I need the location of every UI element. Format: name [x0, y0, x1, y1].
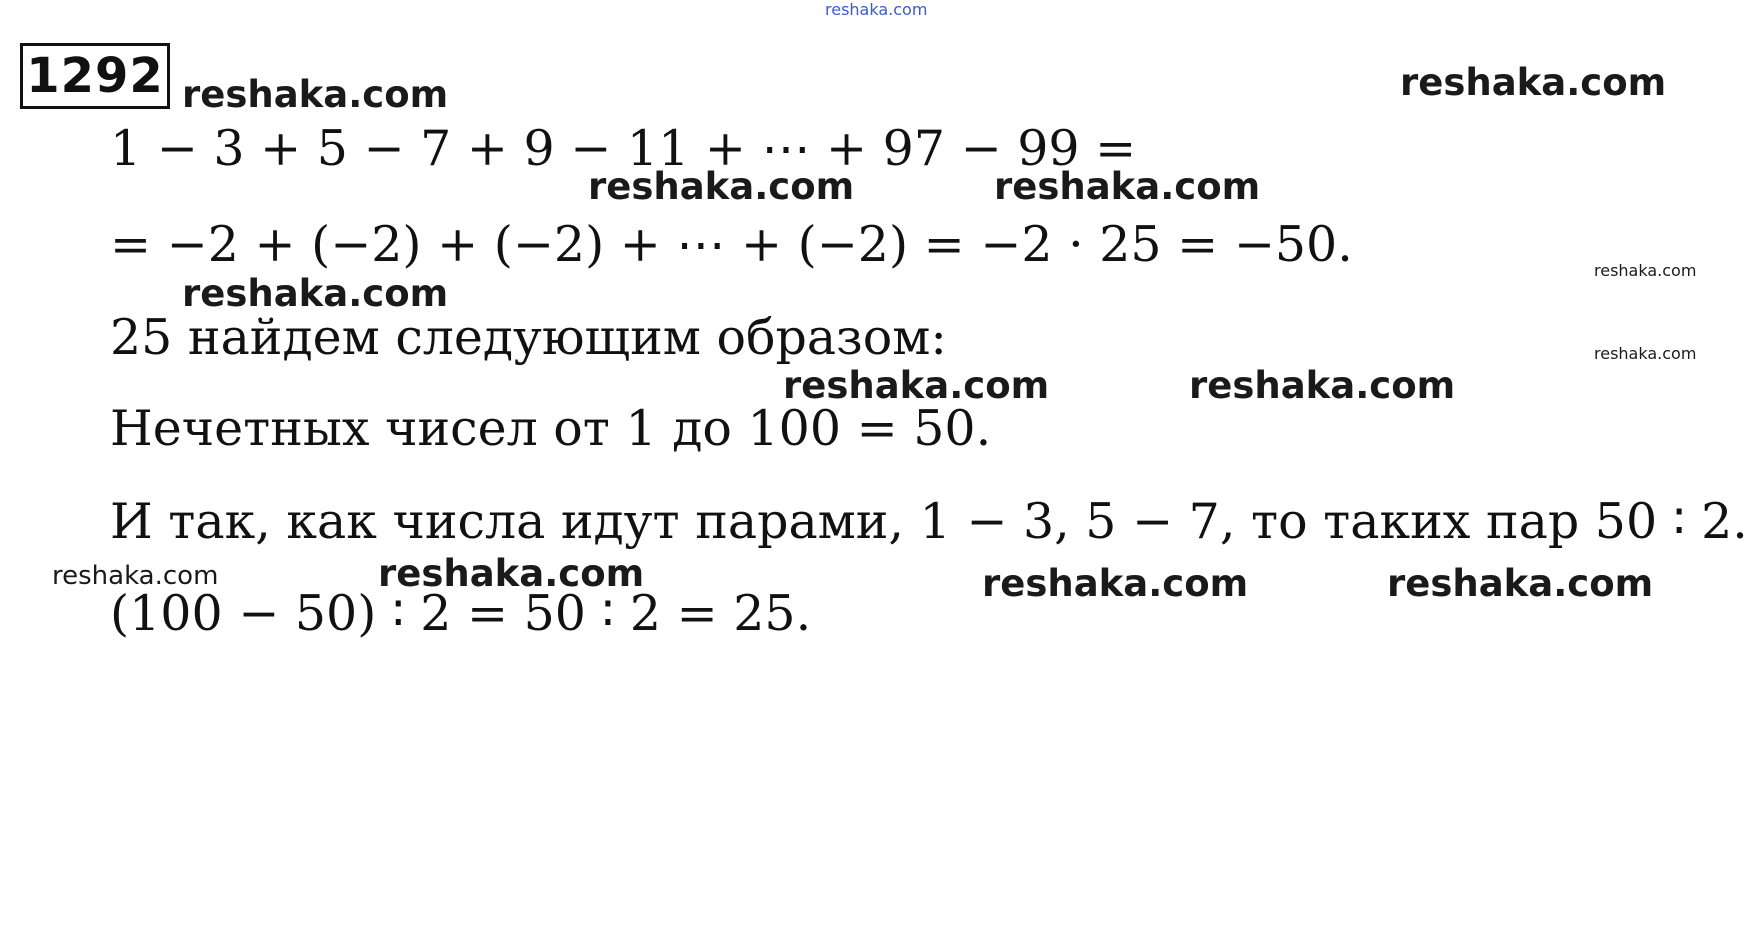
watermark: reshaka.com — [982, 562, 1249, 605]
solution-line-1: 1 − 3 + 5 − 7 + 9 − 11 + ⋯ + 97 − 99 = — [110, 120, 1137, 177]
solution-line-2: = −2 + (−2) + (−2) + ⋯ + (−2) = −2 · 25 = −50. — [110, 216, 1353, 273]
solution-line-6: (100 − 50) ∶ 2 = 50 ∶ 2 = 25. — [110, 585, 812, 642]
problem-number-box — [20, 43, 170, 109]
solution-line-3: 25 найдем следующим образом: — [110, 309, 947, 366]
watermark: reshaka.com — [588, 165, 855, 208]
watermark: reshaka.com — [783, 364, 1050, 407]
watermark: reshaka.com — [182, 272, 449, 315]
watermark: reshaka.com — [1387, 562, 1654, 605]
solution-line-5: И так, как числа идут парами, 1 − 3, 5 − 7, то таких пар 50 ∶ 2. — [110, 493, 1748, 550]
watermark-top: reshaka.com — [825, 0, 928, 19]
solution-line-4: Нечетных чисел от 1 до 100 = 50. — [110, 400, 992, 457]
problem-number: 1292 — [26, 48, 164, 104]
watermark: reshaka.com — [1594, 261, 1697, 280]
watermark: reshaka.com — [994, 165, 1261, 208]
watermark: reshaka.com — [1400, 61, 1667, 104]
watermark: reshaka.com — [1594, 344, 1697, 363]
watermark: reshaka.com — [52, 561, 219, 591]
watermark: reshaka.com — [182, 73, 449, 116]
watermark: reshaka.com — [1189, 364, 1456, 407]
watermark: reshaka.com — [378, 552, 645, 595]
